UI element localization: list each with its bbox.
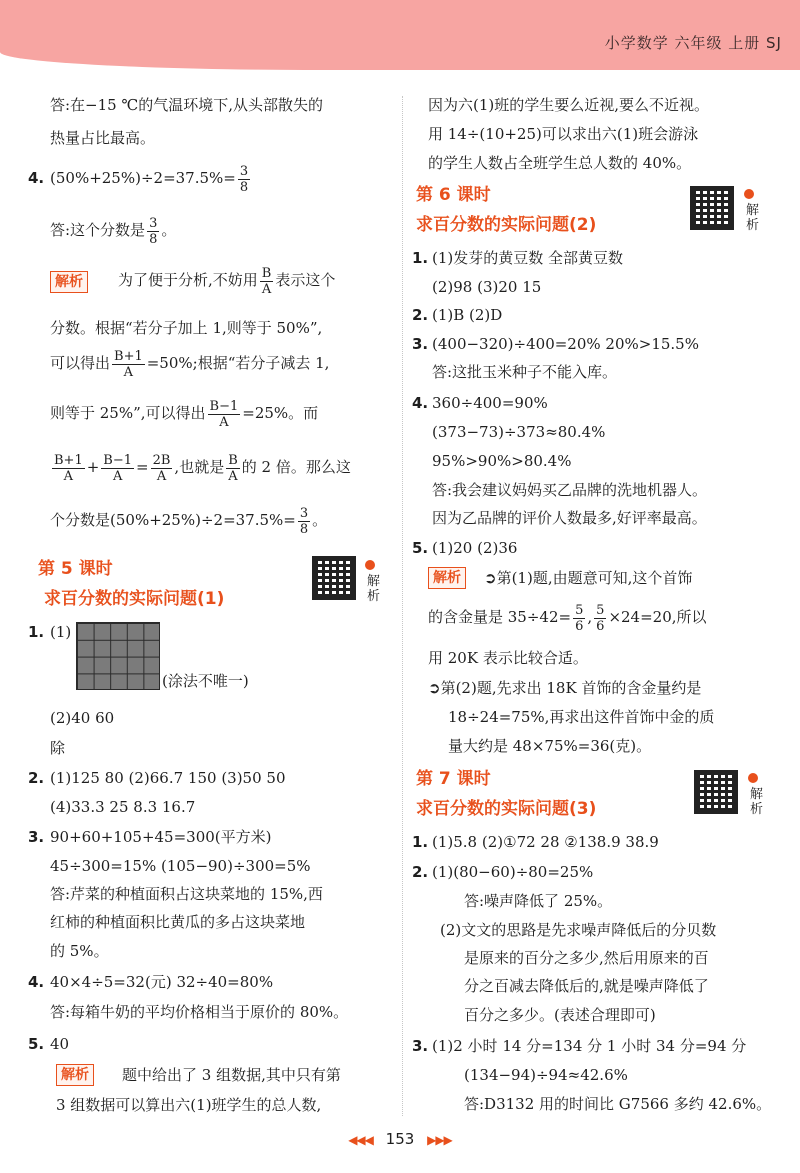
lesson-title: 第 7 课时 — [416, 769, 491, 789]
answer-line: (2)98 (3)20 15 — [432, 278, 542, 296]
fraction — [208, 399, 241, 430]
fraction — [147, 216, 159, 247]
analysis-line — [428, 678, 701, 698]
answer-line: 答:噪声降低了 25%。 — [464, 892, 613, 910]
header-text: 小学数学 六年级 上册 SJ — [604, 34, 782, 52]
numerator: B−1 — [103, 452, 133, 468]
question-number: 2. — [412, 306, 429, 324]
lesson-title: 第 6 课时 — [416, 185, 491, 205]
denominator: 8 — [149, 231, 158, 247]
fraction — [260, 266, 274, 297]
analysis-line — [50, 393, 318, 433]
analysis-text: 则等于 25%”,可以得出 — [50, 404, 206, 422]
page-number-text: 153 — [385, 1130, 415, 1148]
answer-line: 用 14÷(10+25)可以求出六(1)班会游泳 — [428, 125, 699, 143]
denominator: 6 — [596, 618, 605, 634]
answer-line: 答:D3132 用的时间比 G7566 多约 42.6%。 — [464, 1095, 772, 1113]
question-number: 4. — [28, 169, 45, 187]
lesson-subtitle: 求百分数的实际问题(1) — [44, 589, 225, 609]
answer-line: (1)20 (2)36 — [432, 539, 518, 557]
answer-line: (2)文文的思路是先求噪声降低后的分贝数 — [440, 921, 717, 939]
analysis-text: 表示这个 — [275, 271, 336, 289]
prev-page-icon: ◀◀◀ — [348, 1133, 373, 1147]
answer-line: 的 5%。 — [50, 942, 109, 960]
answer-line: 95%>90%>80.4% — [432, 452, 572, 470]
qr-code-icon[interactable] — [694, 770, 738, 814]
analysis-text: 的含金量是 35÷42= — [428, 608, 572, 626]
answer-line: 因为六(1)班的学生要么近视,要么不近视。 — [428, 96, 710, 114]
question-number: 2. — [28, 769, 45, 787]
denominator: A — [123, 364, 134, 380]
numerator: B — [261, 265, 272, 281]
answer-line: 的学生人数占全班学生总人数的 40%。 — [428, 154, 692, 172]
denominator: 6 — [575, 618, 584, 634]
answer-line: (373−73)÷373≈80.4% — [432, 423, 606, 441]
answer-line: (1)2 小时 14 分=134 分 1 小时 34 分=94 分 — [432, 1037, 747, 1055]
operator: = — [136, 458, 149, 476]
numerator: 2B — [152, 452, 171, 468]
answer-line: (1)125 80 (2)66.7 150 (3)50 50 — [50, 769, 286, 787]
question-number: 3. — [412, 1037, 429, 1055]
q4-answer-post: 。 — [161, 221, 177, 239]
analysis-line: 分数。根据“若分子加上 1,则等于 50%”, — [50, 319, 323, 337]
play-icon[interactable] — [365, 560, 375, 570]
question-number: 1. — [28, 623, 45, 641]
analysis-text: =50%;根据“若分子减去 1, — [146, 354, 330, 372]
denominator: A — [219, 414, 229, 430]
analysis-tag: 解析 — [50, 271, 88, 293]
answer-line: 百分之多少。(表述合理即可) — [464, 1006, 656, 1024]
analysis-text: ×24=20,所以 — [608, 608, 707, 626]
answer-line: (1)(80−60)÷80=25% — [432, 863, 594, 881]
shaded-grid — [76, 622, 160, 690]
arrow-right-icon: ➲ — [428, 679, 441, 697]
fraction — [573, 603, 585, 634]
numerator: 5 — [575, 602, 584, 618]
fraction — [238, 164, 250, 195]
denominator: 8 — [299, 521, 309, 537]
denominator: A — [112, 468, 123, 484]
answer-line: 40×4÷5=32(元) 32÷40=80% — [50, 973, 274, 991]
qr-label: 解析 — [750, 787, 764, 817]
operator: + — [86, 458, 100, 476]
play-icon[interactable] — [744, 189, 754, 199]
answer-line: (134−94)÷94≈42.6% — [464, 1066, 628, 1084]
analysis-line — [50, 447, 351, 487]
answer-line: (4)33.3 25 8.3 16.7 — [50, 798, 196, 816]
analysis-text: ,也就是 — [174, 458, 225, 476]
answer-line: (1) — [50, 623, 72, 641]
fraction — [226, 453, 240, 484]
numerator: B−1 — [209, 398, 239, 414]
answer-line: (1)5.8 (2)①72 28 ②138.9 38.9 — [432, 833, 659, 851]
question-number: 4. — [412, 394, 429, 412]
answer-line: 答:在−15 ℃的气温环境下,从头部散失的 — [50, 96, 324, 114]
answer-line: 热量占比最高。 — [50, 129, 156, 147]
analysis-text: 个分数是(50%+25%)÷2=37.5%= — [50, 511, 296, 529]
numerator: 3 — [239, 163, 249, 179]
answer-line: 是原来的百分之多少,然后用原来的百 — [464, 949, 709, 967]
answer-line: 答:这批玉米种子不能入库。 — [432, 363, 618, 381]
question-number: 5. — [412, 539, 429, 557]
numerator: B+1 — [54, 452, 83, 468]
denominator: A — [63, 468, 74, 484]
answer-line: 红柿的种植面积比黄瓜的多占这块菜地 — [50, 913, 306, 931]
answer-line: 分之百减去降低后的,就是噪声降低了 — [464, 977, 709, 995]
numerator: 3 — [149, 215, 158, 231]
question-number: 1. — [412, 833, 429, 851]
analysis-line — [50, 343, 329, 383]
fraction — [298, 506, 310, 537]
answer-line: (2)40 60 — [50, 709, 115, 727]
denominator: 8 — [239, 179, 249, 195]
analysis-text: 可以得出 — [50, 354, 111, 372]
question-number: 5. — [28, 1035, 45, 1053]
analysis-text: , — [587, 608, 593, 626]
analysis-text: 第(1)题,由题意可知,这个首饰 — [496, 569, 693, 587]
question-number: 1. — [412, 249, 429, 267]
analysis-text: =25%。而 — [242, 404, 319, 422]
analysis-line: 用 20K 表示比较合适。 — [428, 649, 588, 667]
q4-expression — [50, 160, 252, 196]
arrow-right-icon: ➲ — [484, 569, 497, 587]
numerator: 5 — [596, 602, 605, 618]
answer-line: 45÷300=15% (105−90)÷300=5% — [50, 857, 311, 875]
answer-line: (400−320)÷400=20% 20%>15.5% — [432, 335, 699, 353]
analysis-line: 量大约是 48×75%=36(克)。 — [448, 737, 652, 755]
q4-answer — [50, 212, 176, 248]
analysis-text: 为了便于分析,不妨用 — [118, 271, 258, 289]
lesson-subtitle: 求百分数的实际问题(2) — [416, 215, 597, 235]
answer-line: (1)发芽的黄豆数 全部黄豆数 — [432, 249, 624, 267]
question-number: 3. — [28, 828, 45, 846]
question-number: 3. — [412, 335, 429, 353]
fraction — [101, 453, 134, 484]
denominator: A — [156, 468, 167, 484]
numerator: 3 — [299, 505, 309, 521]
answer-line: 40 — [50, 1035, 70, 1053]
q4-answer-pre: 答:这个分数是 — [50, 221, 146, 239]
lesson-subtitle: 求百分数的实际问题(3) — [416, 799, 597, 819]
qr-label: 解析 — [746, 203, 760, 233]
numerator: B — [228, 452, 238, 468]
analysis-tag: 解析 — [428, 567, 466, 589]
analysis-line — [428, 597, 707, 637]
answer-line: 除 — [50, 739, 66, 757]
fraction — [151, 453, 173, 484]
q4-expr-text: (50%+25%)÷2=37.5%= — [50, 169, 236, 187]
answer-line: 答:每箱牛奶的平均价格相当于原价的 80%。 — [50, 1003, 349, 1021]
analysis-line — [50, 500, 327, 540]
denominator: A — [261, 281, 272, 297]
answer-line: 因为乙品牌的评价人数最多,好评率最高。 — [432, 509, 707, 527]
fraction — [594, 603, 606, 634]
answer-line: 答:芹菜的种植面积占这块菜地的 15%,西 — [50, 885, 323, 903]
next-page-icon: ▶▶▶ — [427, 1133, 452, 1147]
question-number: 4. — [28, 973, 45, 991]
qr-code-icon[interactable] — [690, 186, 734, 230]
qr-code-icon[interactable] — [312, 556, 356, 600]
analysis-line — [118, 260, 335, 300]
analysis-line: 题中给出了 3 组数据,其中只有第 — [122, 1066, 341, 1084]
answer-line: (1)B (2)D — [432, 306, 503, 324]
numerator: B+1 — [114, 348, 143, 364]
analysis-line: 18÷24=75%,再求出这件首饰中金的质 — [448, 708, 715, 726]
answer-line: 答:我会建议妈妈买乙品牌的洗地机器人。 — [432, 481, 708, 499]
analysis-text: 的 2 倍。那么这 — [241, 458, 351, 476]
analysis-text: 第(2)题,先求出 18K 首饰的含金量约是 — [440, 679, 702, 697]
qr-label: 解析 — [367, 574, 381, 604]
fraction — [52, 453, 85, 484]
analysis-text: 。 — [312, 511, 328, 529]
answer-line: 360÷400=90% — [432, 394, 548, 412]
column-divider — [402, 96, 403, 1116]
analysis-line: 3 组数据可以算出六(1)班学生的总人数, — [56, 1096, 322, 1114]
analysis-tag: 解析 — [56, 1064, 94, 1086]
play-icon[interactable] — [748, 773, 758, 783]
question-number: 2. — [412, 863, 429, 881]
denominator: A — [228, 468, 238, 484]
page-number — [0, 1130, 800, 1148]
answer-line: 90+60+105+45=300(平方米) — [50, 828, 272, 846]
analysis-line — [484, 568, 692, 588]
answer-note: (涂法不唯一) — [162, 672, 249, 690]
lesson-title: 第 5 课时 — [38, 559, 113, 579]
fraction — [112, 349, 145, 380]
